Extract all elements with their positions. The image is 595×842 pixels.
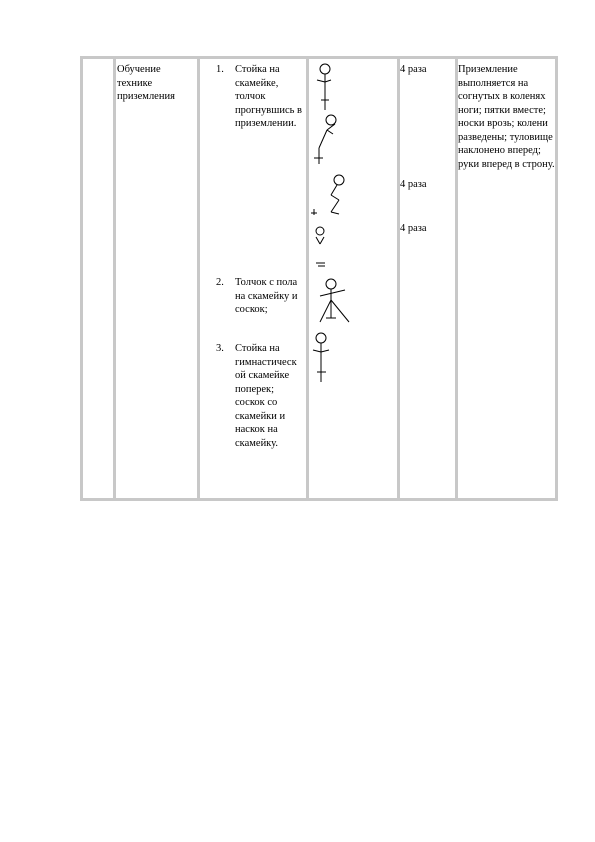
exercise-2-text: Толчок с пола на скамейку и соскок; [235, 277, 298, 315]
stick-figure-spread-icon [320, 279, 349, 322]
stick-figure-standing-icon [317, 64, 331, 110]
exercise-3-text: Стойка на гимнастическ ой скамейке поперек; соскок со скамейки и наскок на скамейку. [235, 343, 297, 449]
stick-figure-bench-icon [313, 333, 329, 382]
dosage-3: 4 раза [400, 223, 427, 234]
dosage-2: 4 раза [400, 179, 427, 190]
stick-figure-landing-icon [316, 227, 325, 266]
topic-cell: Обучение технике приземления [117, 64, 175, 102]
exercise-1-text: Стойка на скамейке, толчок прогнувшись в приземлении. [235, 64, 302, 129]
instructions-cell: Приземление выполняется на согнутых в коленях ноги; пятки вместе; носки врозь; колени разведены; туловище наклонено вперед; руки вперед в строну. [458, 64, 555, 170]
dosage-1: 4 раза [400, 64, 427, 75]
stick-figure-push-icon [314, 115, 336, 164]
exercise-3-number: 3. [216, 343, 224, 354]
stick-figure-jump-icon [311, 175, 344, 215]
exercise-2-number: 2. [216, 277, 224, 288]
exercise-1-number: 1. [216, 64, 224, 75]
